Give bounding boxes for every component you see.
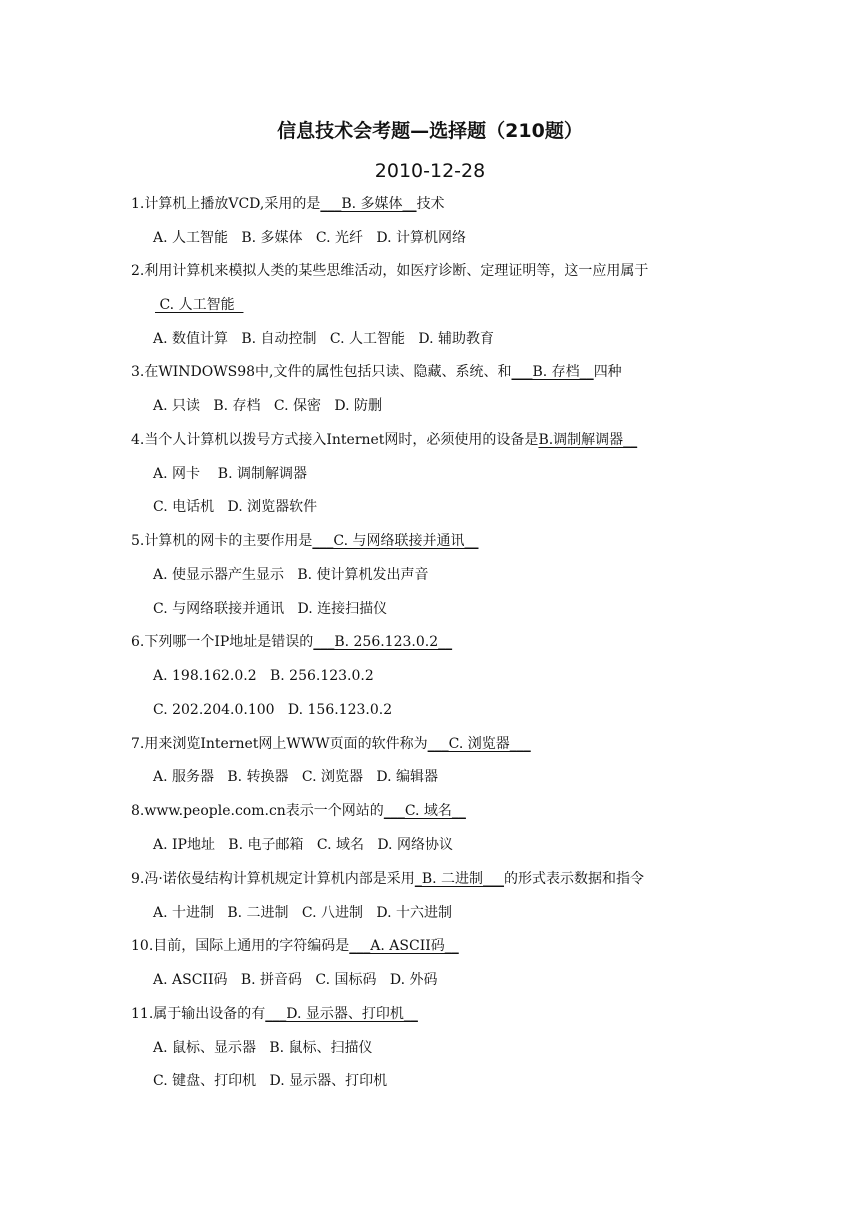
option-line — [153, 498, 317, 516]
question-text: 9.冯·诺依曼结构计算机规定计算机内部是采用 — [131, 871, 415, 887]
question-stem — [131, 633, 452, 651]
option-text: A. 只读 B. 存档 C. 保密 D. 防删 — [153, 398, 382, 414]
answer-blank: ___C. 域名__ — [383, 803, 466, 819]
question-stem — [131, 262, 648, 280]
option-line — [153, 701, 392, 719]
option-line — [153, 768, 438, 786]
option-text: C. 202.204.0.100 D. 156.123.0.2 — [153, 702, 393, 718]
option-text: A. 人工智能 B. 多媒体 C. 光纤 D. 计算机网络 — [153, 230, 466, 246]
question-text: 8.www.people.com.cn表示一个网站的 — [131, 803, 384, 819]
answer-blank: ___B. 256.123.0.2__ — [313, 634, 453, 650]
answer-blank: _B. 二进制___ — [414, 871, 505, 887]
question-text: 10.目前，国际上通用的字符编码是 — [131, 938, 350, 954]
option-line — [153, 1039, 373, 1057]
question-stem — [131, 431, 637, 449]
option-text: A. 使显示器产生显示 B. 使计算机发出声音 — [153, 567, 429, 583]
option-text: A. 鼠标、显示器 B. 鼠标、扫描仪 — [153, 1040, 373, 1056]
question-stem — [131, 1005, 418, 1023]
option-line — [153, 904, 452, 922]
answer-blank: ___C. 与网络联接并通讯__ — [312, 533, 479, 549]
question-stem — [131, 532, 478, 550]
option-line — [153, 397, 382, 415]
option-line — [153, 971, 437, 989]
option-line — [153, 330, 494, 348]
option-line — [153, 1072, 387, 1090]
answer-blank: ___B. 多媒体__ — [320, 196, 417, 212]
question-text-tail: 的形式表示数据和指令 — [504, 871, 645, 887]
document-date: 2010-12-28 — [374, 160, 486, 182]
question-stem — [131, 195, 445, 213]
option-text: A. ASCII码 B. 拼音码 C. 国标码 D. 外码 — [153, 972, 438, 988]
question-text-tail: 四种 — [593, 364, 622, 380]
option-line — [153, 600, 387, 618]
option-text: A. 十进制 B. 二进制 C. 八进制 D. 十六进制 — [153, 905, 452, 921]
option-text: C. 键盘、打印机 D. 显示器、打印机 — [153, 1073, 388, 1089]
question-stem — [131, 870, 644, 888]
option-text: C. 电话机 D. 浏览器软件 — [153, 499, 318, 515]
answer-blank: C. 人工智能 — [155, 297, 244, 313]
question-text: 5.计算机的网卡的主要作用是 — [131, 533, 313, 549]
question-text: 2.利用计算机来模拟人类的某些思维活动，如医疗诊断、定理证明等，这一应用属于 — [131, 263, 649, 279]
option-line — [153, 229, 466, 247]
option-text: C. 与网络联接并通讯 D. 连接扫描仪 — [153, 601, 388, 617]
question-stem — [131, 363, 622, 381]
question-text: 3.在WINDOWS98中,文件的属性包括只读、隐藏、系统、和 — [131, 364, 512, 380]
question-stem — [131, 937, 459, 955]
question-stem — [131, 802, 466, 820]
option-text: A. 服务器 B. 转换器 C. 浏览器 D. 编辑器 — [153, 769, 438, 785]
option-line — [153, 667, 374, 685]
answer-blank: ___A. ASCII码__ — [349, 938, 459, 954]
question-text: 4.当个人计算机以拨号方式接入Internet网时，必须使用的设备是 — [131, 432, 539, 448]
question-stem — [131, 735, 531, 753]
question-text: 6.下列哪一个IP地址是错误的 — [131, 634, 314, 650]
option-line — [153, 836, 453, 854]
answer-blank: ___D. 显示器、打印机__ — [265, 1006, 418, 1022]
document-title: 信息技术会考题—选择题（210题） — [277, 120, 583, 142]
option-line — [153, 566, 429, 584]
answer-blank: ___B. 存档__ — [511, 364, 594, 380]
question-text: 7.用来浏览Internet网上WWW页面的软件称为 — [131, 736, 428, 752]
question-text: 1.计算机上播放VCD,采用的是 — [131, 196, 321, 212]
option-text: A. 数值计算 B. 自动控制 C. 人工智能 D. 辅助教育 — [153, 331, 494, 347]
option-line — [153, 465, 307, 483]
answer-blank: ___C. 浏览器___ — [427, 736, 531, 752]
option-text: A. 网卡 B. 调制解调器 — [153, 466, 307, 482]
question-text: 11.属于输出设备的有 — [131, 1006, 266, 1022]
option-text: A. 198.162.0.2 B. 256.123.0.2 — [153, 668, 374, 684]
option-text: A. IP地址 B. 电子邮箱 C. 域名 D. 网络协议 — [153, 837, 453, 853]
answer-blank: B.调制解调器__ — [538, 432, 638, 448]
question-text-tail: 技术 — [416, 196, 445, 212]
answer-line — [155, 296, 243, 314]
